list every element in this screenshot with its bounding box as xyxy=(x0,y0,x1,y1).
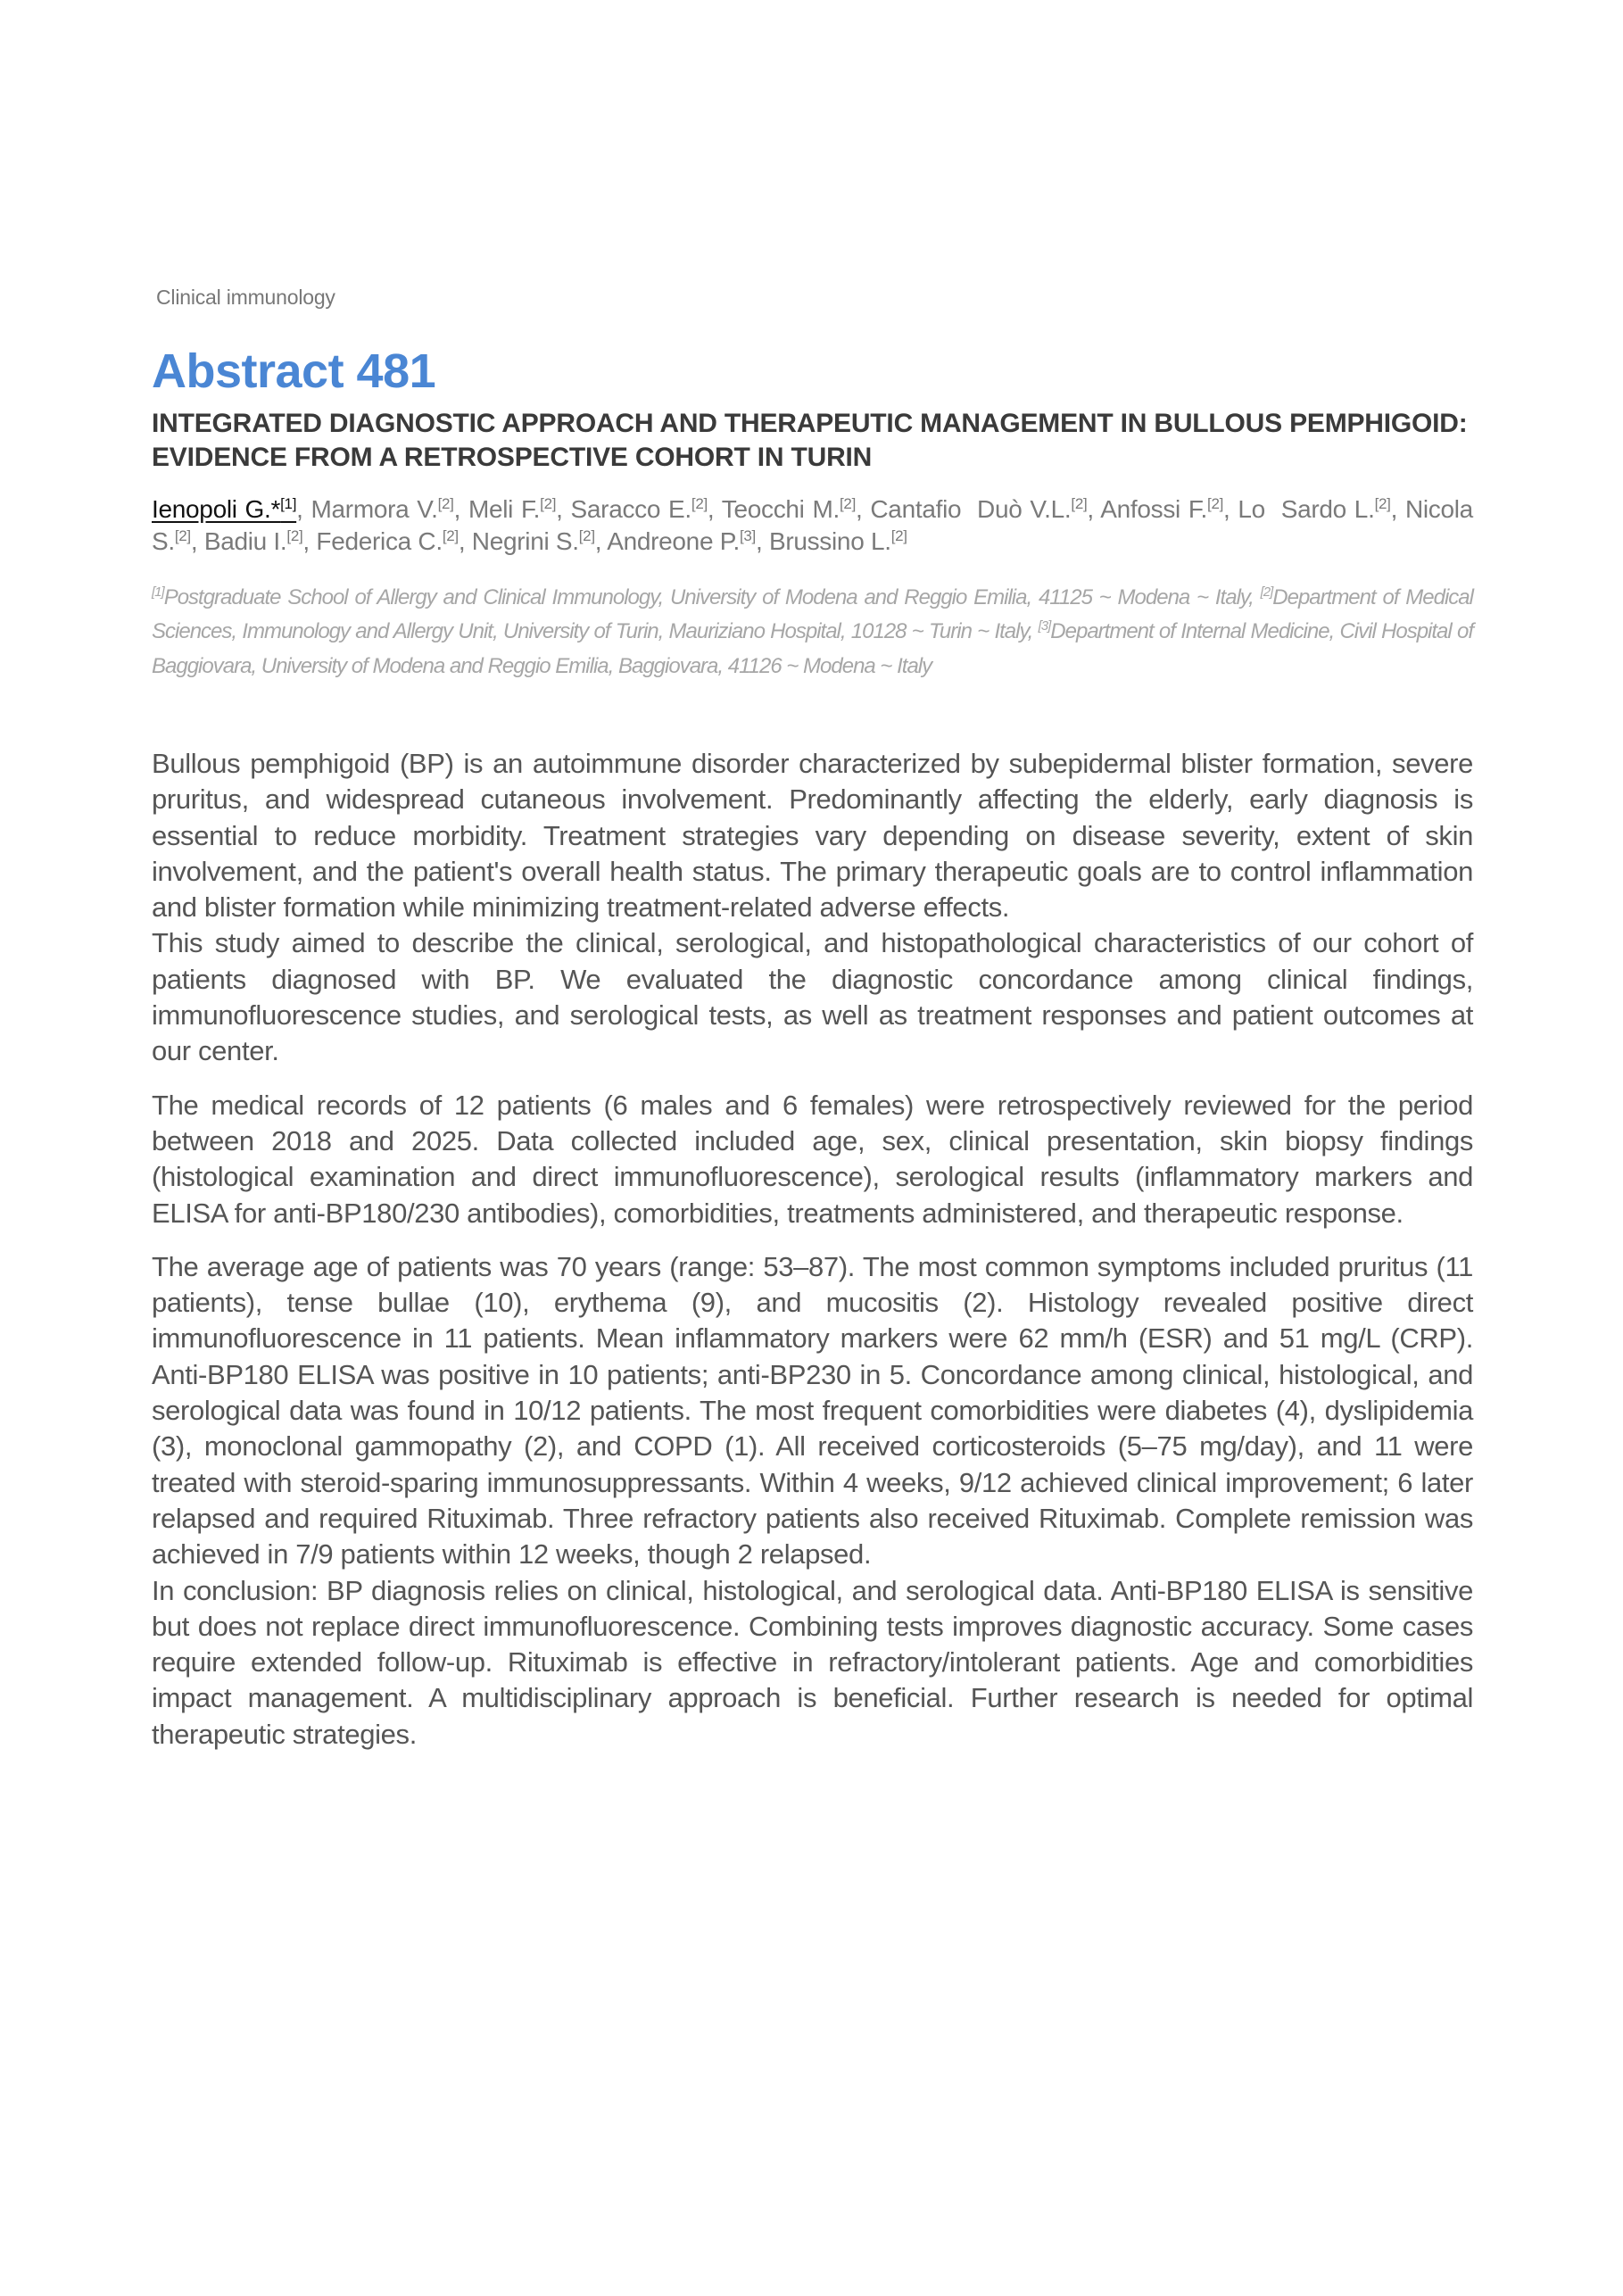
author: Anfossi F.[2] xyxy=(1100,495,1224,523)
author: Badiu I.[2] xyxy=(203,527,303,555)
abstract-title: INTEGRATED DIAGNOSTIC APPROACH AND THERAPEUTIC MANAGEMENT IN BULLOUS PEMPHIGOID: EVIDENCE FROM A RETROSPECTIVE COHORT IN TURIN xyxy=(152,409,1468,472)
author: Marmora V.[2] xyxy=(311,495,454,523)
author: Lo Sardo L.[2] xyxy=(1238,495,1391,523)
presenting-author: Ienopoli G.*[1] xyxy=(152,495,297,523)
affiliation-2: [2]Department of Medical Sciences, Immunology and Allergy Unit, University of Turin, Mauriziano Hospital, 10128 ~ Turin ~ Italy, xyxy=(152,584,1473,644)
paragraph-methods: The medical records of 12 patients (6 males and 6 females) were retrospectively reviewed for the period between 2018 and 2025. Data collected included age, sex, clinical presentation, skin biopsy findings (histological examination and direct immunofluorescence), serological results (inflammatory markers and ELISA for anti-BP180/230 antibodies), comorbidities, treatments administered, and therapeutic response. xyxy=(152,1089,1473,1229)
abstract-number: Abstract 481 xyxy=(152,344,436,398)
affiliations xyxy=(152,581,1473,684)
abstract-body xyxy=(152,746,1473,1753)
affiliation-1: [1]Postgraduate School of Allergy and Clinical Immunology, University of Modena and Reggio Emilia, 41125 ~ Modena ~ Italy, xyxy=(152,584,1261,609)
author: Brussino L.[2] xyxy=(768,527,907,555)
author: Negrini S.[2] xyxy=(471,527,595,555)
author: Cantafio Duò V.L.[2] xyxy=(870,495,1088,523)
author: Andreone P.[3] xyxy=(607,527,756,555)
author: Teocchi M.[2] xyxy=(721,495,857,523)
paragraph-conclusion: In conclusion: BP diagnosis relies on clinical, histological, and serological data. Anti-BP180 ELISA is sensitive but does not replace direct immunofluorescence. Combining tests improves diagnostic accuracy. Some cases require extended follow-up. Rituximab is effective in refractory/intolerant patients. Age and comorbidities impact management. A multidisciplinary approach is beneficial. Further research is needed for optimal therapeutic strategies. xyxy=(152,1574,1473,1750)
paragraph-introduction: Bullous pemphigoid (BP) is an autoimmune disorder characterized by subepidermal blister formation, severe pruritus, and widespread cutaneous involvement. Predominantly affecting the elderly, early diagnosis is essential to reduce morbidity. Treatment strategies vary depending on disease severity, extent of skin involvement, and the patient's overall health status. The primary therapeutic goals are to control inflammation and blister formation while minimizing treatment-related adverse effects. xyxy=(152,748,1473,924)
author: Federica C.[2] xyxy=(316,527,459,555)
paragraph-results: The average age of patients was 70 years (range: 53–87). The most common symptoms included pruritus (11 patients), tense bullae (10), erythema (9), and mucositis (2). Histology revealed positive direct immunofluorescence in 11 patients. Mean inflammatory markers were 62 mm/h (ESR) and 51 mg/L (CRP). Anti-BP180 ELISA was positive in 10 patients; anti-BP230 in 5. Concordance among clinical, histological, and serological data was found in 10/12 patients. The most frequent comorbidities were diabetes (4), dyslipidemia (3), monoclonal gammopathy (2), and COPD (1). All received corticosteroids (5–75 mg/day), and 11 were treated with steroid-sparing immunosuppressants. Within 4 weeks, 9/12 achieved clinical improvement; 6 later relapsed and required Rituximab. Three refractory patients also received Rituximab. Complete remission was achieved in 7/9 patients within 12 weeks, though 2 relapsed. xyxy=(152,1250,1473,1571)
author: Nicola S.[2] xyxy=(152,495,1473,555)
author: Saracco E.[2] xyxy=(570,495,708,523)
category-label: Clinical immunology xyxy=(156,286,335,309)
paragraph-aims: This study aimed to describe the clinical, serological, and histopathological characteristics of our cohort of patients diagnosed with BP. We evaluated the diagnostic concordance among clinical findings, immunofluorescence studies, and serological tests, as well as treatment responses and patient outcomes at our center. xyxy=(152,927,1473,1067)
author-list: Ienopoli G.*[1], Marmora V.[2], Meli F.[2], Saracco E.[2], Teocchi M.[2], Cantafio Duò V.L.[2], Anfossi F.[2], Lo Sardo L.[2], Nicola S.[2], Badiu I.[2], Federica C.[2], Negrini S.[2], Andreone P.[3], Brussino L.[2] xyxy=(152,495,1473,555)
affiliation-3: [3]Department of Internal Medicine, Civil Hospital of Baggiovara, University of Modena and Reggio Emilia, Baggiovara, 41126 ~ Modena ~ Italy xyxy=(152,618,1474,678)
author: Meli F.[2] xyxy=(468,495,557,523)
